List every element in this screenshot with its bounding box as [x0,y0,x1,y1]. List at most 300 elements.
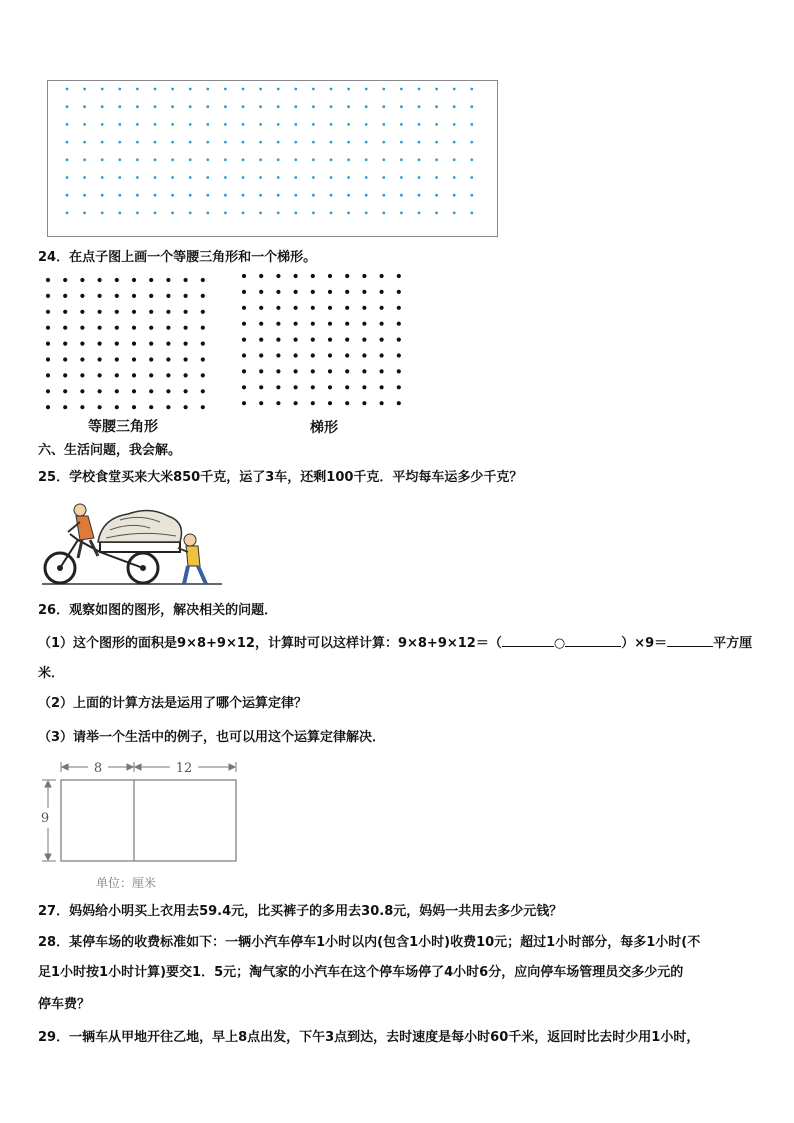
blue-grid-dot [312,123,315,126]
blue-grid-dot [418,88,421,91]
triangle-grid-dot [63,389,67,393]
trapezoid-grid-dot [345,306,349,310]
blue-grid-dot [347,194,350,197]
trapezoid-label: 梯形 [310,420,338,436]
triangle-grid-dot [63,278,67,282]
trapezoid-grid-dot [259,306,263,310]
trapezoid-grid-dot [294,369,298,373]
trapezoid-grid-dot [242,401,246,405]
trapezoid-grid-dot [294,385,298,389]
triangle-grid-dot [63,405,67,409]
blue-grid-dot [294,176,297,179]
trapezoid-grid-dot [380,338,384,342]
blue-grid-dot [224,158,227,161]
triangle-grid-dot [166,389,170,393]
trapezoid-grid-dot [259,322,263,326]
trapezoid-grid-dot [328,401,332,405]
question-28-line-1: 28．某停车场的收费标准如下：一辆小汽车停车1小时以内(包含1小时)收费10元；超过1小时部分，每多1小时(不 [38,935,701,950]
triangle-grid-dot [98,405,102,409]
trapezoid-grid-dot [397,401,401,405]
blue-grid-dot [453,141,456,144]
blue-grid-dot [83,176,86,179]
blue-grid-dot [242,105,245,108]
triangle-grid-dot [166,357,170,361]
blue-grid-dot [66,194,69,197]
blue-grid-dot [347,88,350,91]
question-26-part-2: （2）上面的计算方法是运用了哪个运算定律？ [38,696,308,711]
blue-grid-dot [101,123,104,126]
blue-grid-dot [171,194,174,197]
blue-grid-dot [418,176,421,179]
triangle-grid-dot [115,405,119,409]
triangle-grid-dot [46,357,50,361]
triangle-grid-dot [115,389,119,393]
blue-grid-dot [136,123,139,126]
trapezoid-grid-dot [311,290,315,294]
blue-grid-dot [259,194,262,197]
trapezoid-grid-dot [328,338,332,342]
blue-grid-dot [435,212,438,215]
triangle-grid-dot [98,326,102,330]
blue-grid-dot [365,88,368,91]
blue-grid-dot [101,141,104,144]
triangle-grid-dot [80,310,84,314]
blue-grid-dot [382,105,385,108]
blue-grid-dot [400,105,403,108]
q26-blank-3[interactable] [667,634,713,647]
trapezoid-grid-dot [311,306,315,310]
blue-grid-dot [312,194,315,197]
triangle-grid-dot [98,373,102,377]
trapezoid-grid-dot [311,338,315,342]
trapezoid-grid-dot [380,306,384,310]
top-dimension-lines [61,762,236,772]
blue-grid-dot [136,105,139,108]
triangle-grid-dot [149,342,153,346]
blue-dot-grid-svg [48,81,497,236]
trapezoid-grid-dot [362,369,366,373]
triangle-grid-dot [149,389,153,393]
trapezoid-grid-dot [276,385,280,389]
blue-grid-dot [101,212,104,215]
trapezoid-grid-dot [311,353,315,357]
blue-grid-dot [171,212,174,215]
blue-grid-dot [118,194,121,197]
blue-grid-dot [242,141,245,144]
section-6-heading: 六、生活问题，我会解。 [38,443,182,458]
blue-grid-dot [382,141,385,144]
blue-grid-dot [154,105,157,108]
trapezoid-grid-dot [397,322,401,326]
trapezoid-grid-dot [259,274,263,278]
trapezoid-grid-dot [397,274,401,278]
q26-p1-text-a: （1）这个图形的面积是9×8+9×12，计算时可以这样计算：9×8+9×12＝（ [38,636,502,651]
blue-grid-dot [206,141,209,144]
triangle-grid-dot [63,326,67,330]
trapezoid-grid-dot [276,290,280,294]
blue-grid-dot [435,141,438,144]
blue-grid-dot [365,194,368,197]
blue-grid-dot [330,141,333,144]
trapezoid-grid-dot [259,385,263,389]
blue-grid-dot [418,141,421,144]
blue-grid-dot [365,176,368,179]
triangle-grid-dot [132,342,136,346]
trapezoid-grid-dot [294,353,298,357]
q26-p1-text-b: ）×9＝ [621,636,668,651]
triangle-grid-dot [201,373,205,377]
trapezoid-grid-dot [294,274,298,278]
blue-grid-dot [83,105,86,108]
blue-grid-dot [189,212,192,215]
triangle-grid-dot [98,389,102,393]
blue-grid-dot [259,212,262,215]
blue-grid-dot [136,158,139,161]
trapezoid-grid-dot [362,401,366,405]
triangle-grid-dot [166,326,170,330]
blue-grid-dot [206,176,209,179]
trapezoid-grid-dot [242,338,246,342]
question-27: 27．妈妈给小明买上衣用去59.4元，比买裤子的多用去30.8元，妈妈一共用去多少元钱？ [38,904,563,919]
blue-grid-dot [118,212,121,215]
triangle-grid-dot [98,357,102,361]
triangle-grid-dot [201,405,205,409]
blue-grid-dot [277,176,280,179]
trapezoid-grid-dot [380,401,384,405]
trapezoid-grid-dot [311,322,315,326]
blue-grid-dot [470,141,473,144]
triangle-grid-dot [63,373,67,377]
triangle-grid-dot [201,326,205,330]
triangle-grid-dot [63,342,67,346]
trapezoid-grid-dot [362,322,366,326]
blue-grid-dot [365,158,368,161]
blue-grid-dot [453,158,456,161]
blue-grid-dot [136,176,139,179]
triangle-grid-dot [184,405,188,409]
blue-grid-dot [294,123,297,126]
triangle-grid-dot [132,310,136,314]
blue-grid-dot [470,158,473,161]
triangle-grid-dot [132,326,136,330]
height-label-9: 9 [40,811,50,826]
triangle-grid-dot [46,373,50,377]
triangle-grid-dot [184,310,188,314]
q26-blank-1[interactable] [502,634,554,647]
blue-grid-dot [277,88,280,91]
trapezoid-grid-dot [328,385,332,389]
triangle-grid-dot [46,389,50,393]
triangle-grid-dot [115,326,119,330]
blue-grid-dot [118,141,121,144]
blue-grid-dot [171,158,174,161]
blue-grid-dot [259,141,262,144]
blue-grid-dot [224,212,227,215]
triangle-grid-dot [184,357,188,361]
blue-grid-dot [435,176,438,179]
triangle-grid-dot [98,342,102,346]
blue-grid-dot [171,176,174,179]
blue-grid-dot [136,141,139,144]
blue-grid-dot [171,88,174,91]
blue-grid-dot [189,141,192,144]
triangle-grid-dot [132,389,136,393]
triangle-grid-dot [63,294,67,298]
triangle-grid-dot [115,294,119,298]
triangle-grid-dot [201,342,205,346]
triangle-grid-dot [46,326,50,330]
blue-grid-dot [224,105,227,108]
blue-grid-dot [259,176,262,179]
blue-grid-dot [66,176,69,179]
triangle-grid-dot [80,326,84,330]
blue-grid-dot [118,123,121,126]
blue-grid-dot [312,105,315,108]
triangle-grid-dot [115,357,119,361]
trapezoid-grid-dot [242,385,246,389]
blue-grid-dot [66,141,69,144]
trapezoid-grid-dot [311,401,315,405]
blue-grid-dot [83,141,86,144]
blue-grid-dot [330,88,333,91]
trapezoid-grid-dot [242,290,246,294]
trapezoid-grid-dot [294,338,298,342]
trapezoid-grid-dot [380,274,384,278]
trapezoid-grid-dot [276,306,280,310]
triangle-grid-dot [115,373,119,377]
blue-grid-dot [382,158,385,161]
trapezoid-grid-dot [259,290,263,294]
blue-grid-dot [294,158,297,161]
blue-grid-dot [206,194,209,197]
trapezoid-grid-dot [362,385,366,389]
blue-grid-dot [294,105,297,108]
blue-grid-dot [453,88,456,91]
blue-grid-dot [418,158,421,161]
q26-circle-blank[interactable]: ○ [553,636,566,651]
triangle-grid-dot [80,278,84,282]
triangle-grid-dot [80,342,84,346]
blue-grid-dot [136,194,139,197]
trapezoid-grid-dot [276,338,280,342]
blue-grid-dot [435,105,438,108]
question-28-line-3: 停车费？ [38,997,91,1012]
trapezoid-grid-dot [242,274,246,278]
trapezoid-grid-dot [345,353,349,357]
blue-grid-dot [154,212,157,215]
triangle-grid-dot [184,342,188,346]
triangle-grid-dot [166,310,170,314]
blue-grid-dot [400,123,403,126]
blue-grid-dot [347,141,350,144]
blue-grid-dot [400,158,403,161]
trapezoid-grid-dot [380,369,384,373]
blue-grid-dot [189,158,192,161]
blue-grid-dot [277,141,280,144]
trapezoid-grid-dot [380,290,384,294]
rectangle-outline [61,780,236,861]
trapezoid-grid-dot [380,353,384,357]
trapezoid-grid-dot [311,369,315,373]
blue-grid-dot [206,88,209,91]
blue-grid-dot [312,88,315,91]
blue-grid-dot [435,123,438,126]
trapezoid-grid-dot [242,322,246,326]
trapezoid-grid-dot [328,274,332,278]
blue-grid-dot [347,212,350,215]
triangle-grid-dot [80,389,84,393]
blue-grid-dot [118,88,121,91]
triangle-grid-dot [46,278,50,282]
q26-p1-text-c: 平方厘 [713,636,753,651]
blue-grid-dot [312,158,315,161]
triangle-grid-dot [166,405,170,409]
blue-grid-dot [365,212,368,215]
blue-grid-dot [259,105,262,108]
triangle-grid-dot [132,373,136,377]
blue-grid-dot [224,194,227,197]
trapezoid-grid-dot [328,353,332,357]
blue-grid-dot [83,212,86,215]
blue-grid-dot [242,88,245,91]
blue-grid-dot [470,88,473,91]
triangle-grid-dot [184,373,188,377]
blue-grid-dot [400,194,403,197]
blue-grid-dot [101,194,104,197]
trapezoid-grid-dot [397,353,401,357]
blue-grid-dot [330,158,333,161]
triangle-grid-dot [149,278,153,282]
blue-grid-dot [224,176,227,179]
trapezoid-grid-dot [276,274,280,278]
trapezoid-grid-dot [276,322,280,326]
question-26-part-1-cont: 米． [38,666,65,681]
trapezoid-grid-dot [380,385,384,389]
trapezoid-grid-dot [259,353,263,357]
blue-grid-dot [101,105,104,108]
rectangle-figure [38,758,248,892]
blue-grid-dot [435,158,438,161]
trapezoid-grid-dot [259,338,263,342]
triangle-grid-dot [132,294,136,298]
triangle-grid-dot [115,278,119,282]
triangle-grid-dot [149,357,153,361]
triangle-grid-dot [98,310,102,314]
trapezoid-grid-dot [276,369,280,373]
blue-grid-dot [224,88,227,91]
blue-grid-dot [118,158,121,161]
triangle-grid-dot [166,342,170,346]
blue-grid-dot [435,194,438,197]
trapezoid-grid-dot [362,306,366,310]
trapezoid-grid-dot [397,369,401,373]
blue-grid-dot [453,212,456,215]
blue-grid-dot [470,212,473,215]
blue-grid-dot [206,105,209,108]
blue-grid-dot [294,194,297,197]
blue-grid-dot [83,123,86,126]
trapezoid-grid-dot [294,322,298,326]
blue-grid-dot [294,88,297,91]
blue-grid-dot [171,141,174,144]
blue-grid-dot [136,88,139,91]
trapezoid-grid-dot [311,385,315,389]
triangle-grid-dot [46,342,50,346]
triangle-grid-dot [80,357,84,361]
blue-grid-dot [154,176,157,179]
triangle-grid-dot [184,326,188,330]
triangle-grid-dot [149,294,153,298]
trapezoid-grid-dot [380,322,384,326]
dot-grid-trapezoid[interactable] [236,268,406,410]
blue-grid-dot [66,212,69,215]
trapezoid-grid-dot [362,290,366,294]
triangle-grid-dot [184,294,188,298]
width-label-8: 8 [93,761,103,776]
triangle-grid-dot [63,357,67,361]
trapezoid-grid-dot [311,274,315,278]
unit-label: 单位：厘米 [96,876,157,890]
blue-grid-dot [224,141,227,144]
trapezoid-grid-dot [276,401,280,405]
blue-grid-dot [470,123,473,126]
triangle-grid-dot [149,405,153,409]
blue-grid-dot [189,194,192,197]
triangle-grid-dot [80,294,84,298]
question-28-line-2: 足1小时按1小时计算)要交1．5元；淘气家的小汽车在这个停车场停了4小时6分，应向停车场管理员交多少元的 [38,965,684,980]
blue-dot-grid [47,80,498,237]
trapezoid-grid-dot [294,306,298,310]
triangle-grid-dot [98,294,102,298]
triangle-grid-dot [149,310,153,314]
blue-grid-dot [294,141,297,144]
blue-grid-dot [382,176,385,179]
blue-grid-dot [470,194,473,197]
blue-grid-dot [418,194,421,197]
blue-grid-dot [206,123,209,126]
triangle-grid-dot [201,294,205,298]
blue-grid-dot [242,158,245,161]
blue-grid-dot [312,141,315,144]
blue-grid-dot [83,88,86,91]
blue-grid-dot [435,88,438,91]
blue-grid-dot [400,176,403,179]
trapezoid-grid-dot [345,385,349,389]
blue-grid-dot [154,141,157,144]
blue-grid-dot [83,158,86,161]
trapezoid-grid-dot [242,353,246,357]
blue-grid-dot [382,194,385,197]
blue-grid-dot [365,123,368,126]
blue-grid-dot [330,123,333,126]
trapezoid-grid-dot [397,385,401,389]
q26-blank-2[interactable] [565,634,621,647]
triangle-grid-dot [132,278,136,282]
triangle-grid-dot [46,294,50,298]
blue-grid-dot [206,158,209,161]
tricycle-illustration [40,500,225,588]
dot-grid-isosceles-triangle[interactable] [40,272,210,414]
triangle-grid-dot [80,373,84,377]
blue-grid-dot [330,194,333,197]
triangle-grid-dot [115,310,119,314]
trapezoid-grid-dot [294,290,298,294]
triangle-grid-dot [46,310,50,314]
blue-grid-dot [171,123,174,126]
question-26-intro: 26．观察如图的图形，解决相关的问题． [38,603,278,618]
question-24: 24．在点子图上画一个等腰三角形和一个梯形。 [38,250,317,265]
blue-grid-dot [154,123,157,126]
